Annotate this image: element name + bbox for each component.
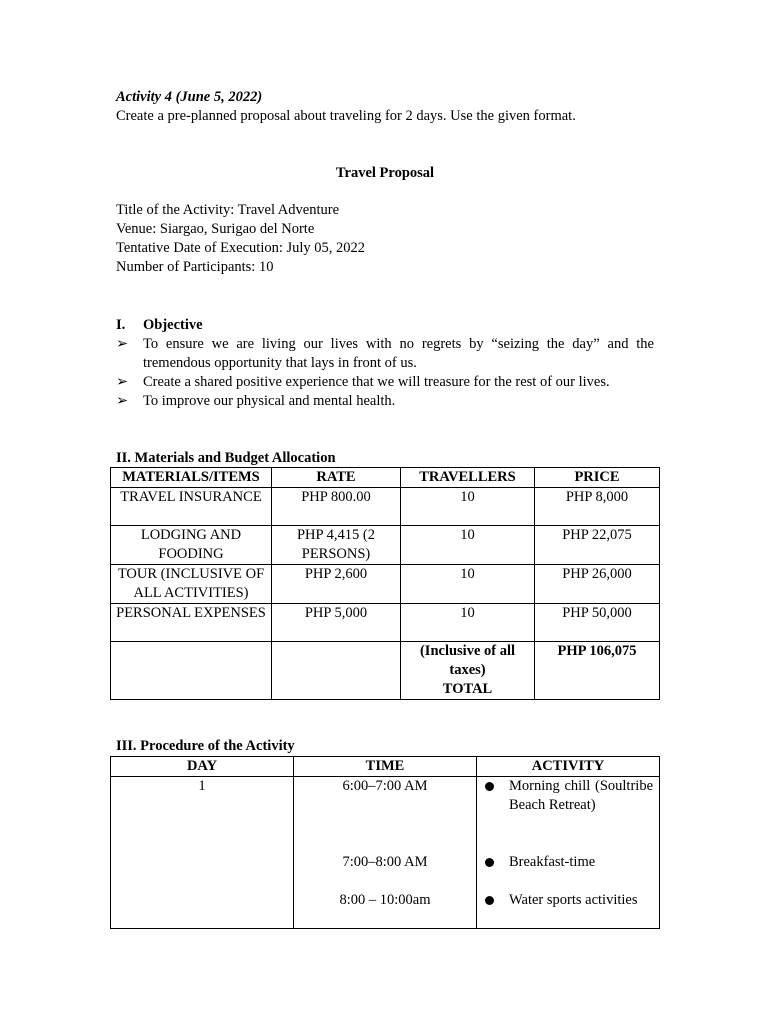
activity-item [477, 777, 659, 853]
objective-item [116, 373, 654, 392]
instruction-text: Create a pre-planned proposal about traveling for 2 days. Use the given format. [116, 108, 576, 124]
item-cell: TRAVEL INSURANCE [111, 488, 272, 526]
budget-table [110, 467, 660, 700]
total-label-cell [401, 642, 535, 700]
time-entry: 6:00–7:00 AM [342, 778, 428, 794]
travellers-cell: 10 [401, 604, 535, 642]
column-header: PRICE [535, 468, 660, 488]
total-note: (Inclusive of all taxes) [419, 643, 516, 678]
column-header: TIME [294, 757, 477, 777]
activity-item [477, 853, 659, 891]
column-header: MATERIALS/ITEMS [111, 468, 272, 488]
empty-cell [111, 642, 272, 700]
objective-numeral: I. [116, 317, 126, 333]
objective-item-text: To improve our physical and mental health. [143, 393, 396, 409]
activity-title-line: Title of the Activity: Travel Adventure [116, 202, 340, 218]
proposal-title: Travel Proposal [335, 165, 435, 181]
column-header: ACTIVITY [477, 757, 660, 777]
time-entry: 8:00 – 10:00am [339, 892, 431, 908]
travellers-cell: 10 [401, 565, 535, 604]
table-row [111, 565, 660, 604]
travellers-cell: 10 [401, 526, 535, 565]
time-cell [294, 777, 477, 929]
date-line: Tentative Date of Execution: July 05, 2022 [116, 240, 366, 256]
procedure-table [110, 756, 660, 929]
rate-cell: PHP 2,600 [272, 565, 401, 604]
arrow-bullet-icon: ➢ [116, 336, 129, 352]
rate-cell: PHP 5,000 [272, 604, 401, 642]
price-cell: PHP 26,000 [535, 565, 660, 604]
column-header: DAY [111, 757, 294, 777]
procedure-heading: III. Procedure of the Activity [116, 738, 295, 754]
participants-line: Number of Participants: 10 [116, 259, 274, 275]
item-cell: TOUR (INCLUSIVE OF ALL ACTIVITIES) [111, 565, 272, 604]
column-header: RATE [272, 468, 401, 488]
total-row [111, 642, 660, 700]
budget-header-row [111, 468, 660, 488]
price-cell: PHP 50,000 [535, 604, 660, 642]
budget-heading: II. Materials and Budget Allocation [116, 450, 336, 466]
objective-heading: Objective [143, 317, 203, 333]
arrow-bullet-icon: ➢ [116, 393, 129, 409]
objective-item-text: Create a shared positive experience that we will treasure for the rest of our lives. [143, 374, 610, 390]
total-price-cell: PHP 106,075 [535, 642, 660, 700]
table-row [111, 488, 660, 526]
price-cell: PHP 22,075 [535, 526, 660, 565]
price-cell: PHP 8,000 [535, 488, 660, 526]
objective-item [116, 335, 654, 373]
bullet-dot-icon [485, 782, 494, 791]
day-cell [111, 777, 294, 929]
item-cell: PERSONAL EXPENSES [111, 604, 272, 642]
time-entry: 7:00–8:00 AM [342, 854, 428, 870]
rate-cell: PHP 800.00 [272, 488, 401, 526]
activity-text: Breakfast-time [509, 854, 596, 870]
activity-item [477, 891, 659, 910]
empty-cell [272, 642, 401, 700]
arrow-bullet-icon: ➢ [116, 374, 129, 390]
travellers-cell: 10 [401, 488, 535, 526]
venue-line: Venue: Siargao, Surigao del Norte [116, 221, 315, 237]
table-row [111, 604, 660, 642]
activity-cell [477, 777, 660, 929]
objective-item-text: To ensure we are living our lives with no regrets by “seizing the day” and the tremendous opportunity that lays in front of us. [143, 336, 654, 371]
day-value: 1 [198, 778, 206, 794]
objective-item [116, 392, 654, 411]
procedure-header-row [111, 757, 660, 777]
bullet-dot-icon [485, 858, 494, 867]
column-header: TRAVELLERS [401, 468, 535, 488]
total-label: TOTAL [442, 681, 493, 697]
item-cell: LODGING AND FOODING [111, 526, 272, 565]
activity-heading: Activity 4 (June 5, 2022) [116, 89, 263, 105]
activity-text: Water sports activities [509, 892, 638, 908]
table-row [111, 526, 660, 565]
bullet-dot-icon [485, 896, 494, 905]
table-row [111, 777, 660, 929]
activity-text: Morning chill (Soultribe Beach Retreat) [509, 778, 653, 813]
rate-cell: PHP 4,415 (2 PERSONS) [272, 526, 401, 565]
